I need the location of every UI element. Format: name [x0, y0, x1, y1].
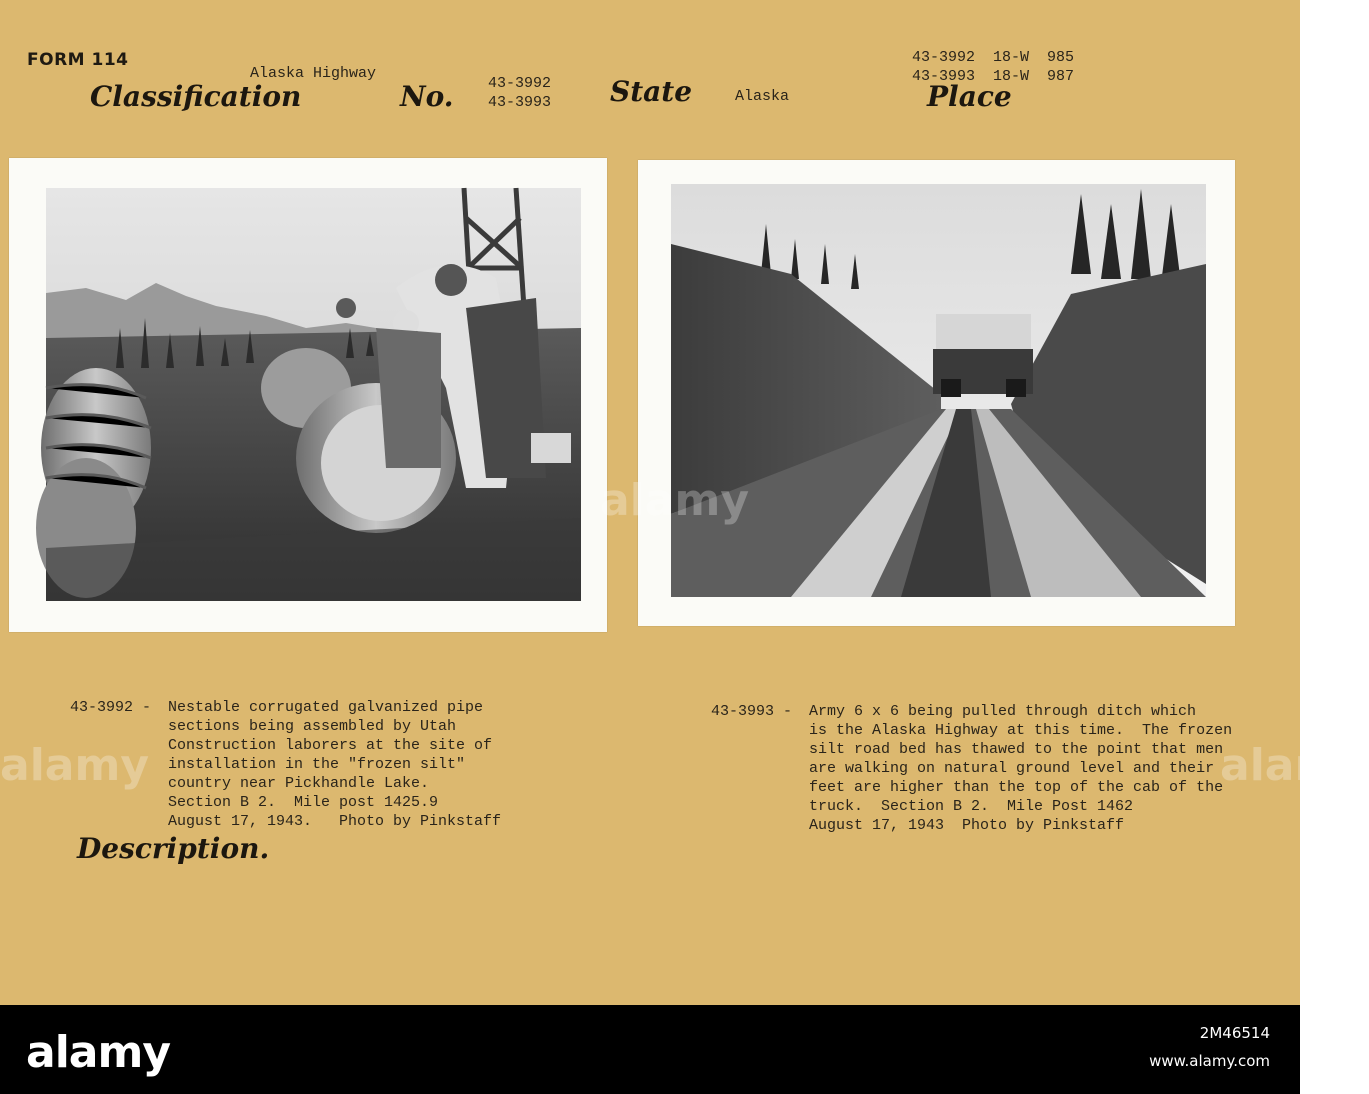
record-number-1: 43-3992 [488, 75, 552, 92]
photo-truck-ditch [671, 184, 1206, 597]
state-label: State [610, 75, 693, 108]
image-id-block [1149, 1019, 1270, 1075]
place-entry-2: 43-3993 18-W 987 [912, 68, 1075, 85]
caption-left-line: Construction laborers at the site of [168, 737, 493, 754]
place-entry-1: 43-3992 18-W 985 [912, 49, 1075, 66]
watermark-center: alamy [600, 475, 749, 526]
caption-right-line: feet are higher than the top of the cab of the [809, 779, 1224, 796]
caption-left-line: Nestable corrugated galvanized pipe [168, 699, 484, 716]
caption-right [711, 702, 1281, 842]
caption-left-line: country near Pickhandle Lake. [168, 775, 430, 792]
watermark-right: alamy [1220, 740, 1369, 791]
classification-value: Alaska Highway [250, 65, 377, 82]
caption-right-line: silt road bed has thawed to the point that men [809, 741, 1224, 758]
caption-right-number: 43-3993 - [711, 703, 793, 720]
caption-left-line: installation in the "frozen silt" [168, 756, 466, 773]
record-number-2: 43-3993 [488, 94, 552, 111]
no-label: No. [400, 80, 454, 113]
description-label: Description. [77, 832, 270, 865]
stock-footer-bar [0, 1005, 1300, 1094]
caption-left-line: August 17, 1943. Photo by Pinkstaff [168, 813, 502, 830]
caption-right-line: August 17, 1943 Photo by Pinkstaff [809, 817, 1125, 834]
caption-right-line: is the Alaska Highway at this time. The frozen [809, 722, 1233, 739]
photo-pipe-assembly [46, 188, 581, 601]
state-value: Alaska [735, 88, 790, 105]
caption-right-line: Army 6 x 6 being pulled through ditch which [809, 703, 1197, 720]
alamy-logo[interactable]: alamy [26, 1027, 170, 1078]
caption-right-line: truck. Section B 2. Mile Post 1462 [809, 798, 1134, 815]
place-label: Place [927, 80, 1012, 113]
caption-left-line: sections being assembled by Utah [168, 718, 457, 735]
caption-left-number: 43-3992 - [70, 699, 152, 716]
caption-right-line: are walking on natural ground level and their [809, 760, 1215, 777]
form-number: FORM 114 [27, 50, 129, 70]
classification-label: Classification [90, 80, 302, 113]
site-url[interactable]: www.alamy.com [1149, 1052, 1270, 1070]
image-id-label: 2M46514 [1199, 1024, 1270, 1042]
watermark-left: alamy [0, 740, 149, 791]
caption-left-line: Section B 2. Mile post 1425.9 [168, 794, 439, 811]
